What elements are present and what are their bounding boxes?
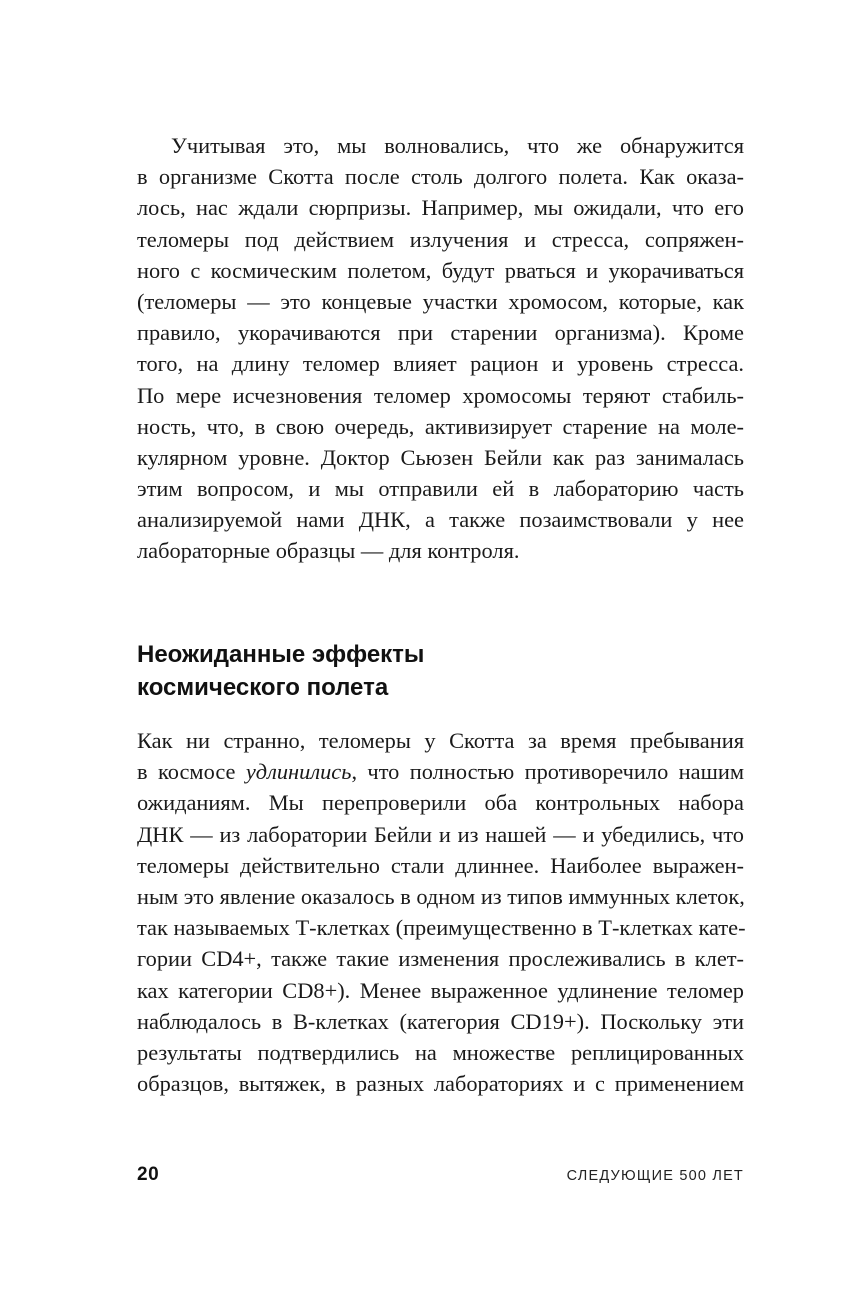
text-line: результаты подтвердились на множестве реплицированных — [137, 1039, 744, 1065]
text-fragment: , что полностью противоречило нашим — [351, 759, 744, 785]
text-line: ДНК — из лаборатории Бейли и из нашей — и убедились, что — [137, 821, 744, 847]
text-line: Как ни странно, теломеры у Скотта за время пребывания — [137, 728, 744, 753]
text-line: гории CD4+, также такие изменения прослеживались в клет- — [137, 946, 744, 972]
paragraph-unexpected-effects — [137, 725, 744, 1099]
text-line: так называемых Т-клетках (преимущественно в Т-клетках кате- — [137, 915, 746, 941]
emphasized-word: удлинились — [245, 759, 352, 785]
page-number: 20 — [137, 1164, 160, 1185]
text-line: ожиданиям. Мы перепроверили оба контрольных набора — [137, 790, 744, 816]
text-line: того, на длину теломер влияет рацион и уровень стресса. — [137, 351, 744, 377]
text-line: образцов, вытяжек, в разных лабораториях и с применением — [137, 1071, 744, 1097]
running-footer-title: СЛЕДУЮЩИЕ 500 ЛЕТ — [566, 1168, 744, 1184]
text-line: в организме Скотта после столь долгого полета. Как оказа- — [137, 164, 744, 190]
text-line: лось, нас ждали сюрпризы. Например, мы ожидали, что его — [137, 195, 744, 221]
text-line: ным это явление оказалось в одном из типов иммунных клеток, — [137, 883, 745, 909]
text-line: ках категории CD8+). Менее выраженное удлинение теломер — [137, 977, 744, 1003]
text-line: правило, укорачиваются при старении организма). Кроме — [137, 320, 744, 346]
text-line: По мере исчезновения теломер хромосомы теряют стабиль- — [137, 382, 744, 408]
text-fragment: в космосе — [137, 759, 246, 785]
text-line: анализируемой нами ДНК, а также позаимствовали у нее — [137, 507, 744, 533]
text-line: кулярном уровне. Доктор Сьюзен Бейли как раз занималась — [137, 444, 744, 470]
text-line: ного с космическим полетом, будут рваться и укорачиваться — [137, 257, 744, 283]
section-heading-line-2: космического полета — [137, 674, 389, 701]
text-line: лабораторные образцы — для контроля. — [137, 538, 520, 564]
text-line: наблюдалось в В-клетках (категория CD19+). Поскольку эти — [137, 1008, 744, 1034]
text-line-with-emphasis — [137, 756, 744, 787]
section-heading — [137, 638, 744, 704]
text-line: (теломеры — это концевые участки хромосом, которые, как — [137, 288, 744, 314]
text-line: теломеры под действием излучения и стресса, сопряжен- — [137, 226, 744, 252]
section-heading-line-1: Неожиданные эффекты — [137, 641, 425, 668]
text-line: ность, что, в свою очередь, активизирует старение на моле- — [137, 413, 744, 439]
text-line: Учитывая это, мы волновались, что же обнаружится — [171, 133, 744, 158]
paragraph-telomeres-expectations — [137, 130, 744, 567]
text-line: теломеры действительно стали длиннее. Наиболее выражен- — [137, 852, 744, 878]
text-line: этим вопросом, и мы отправили ей в лабораторию часть — [137, 476, 744, 502]
